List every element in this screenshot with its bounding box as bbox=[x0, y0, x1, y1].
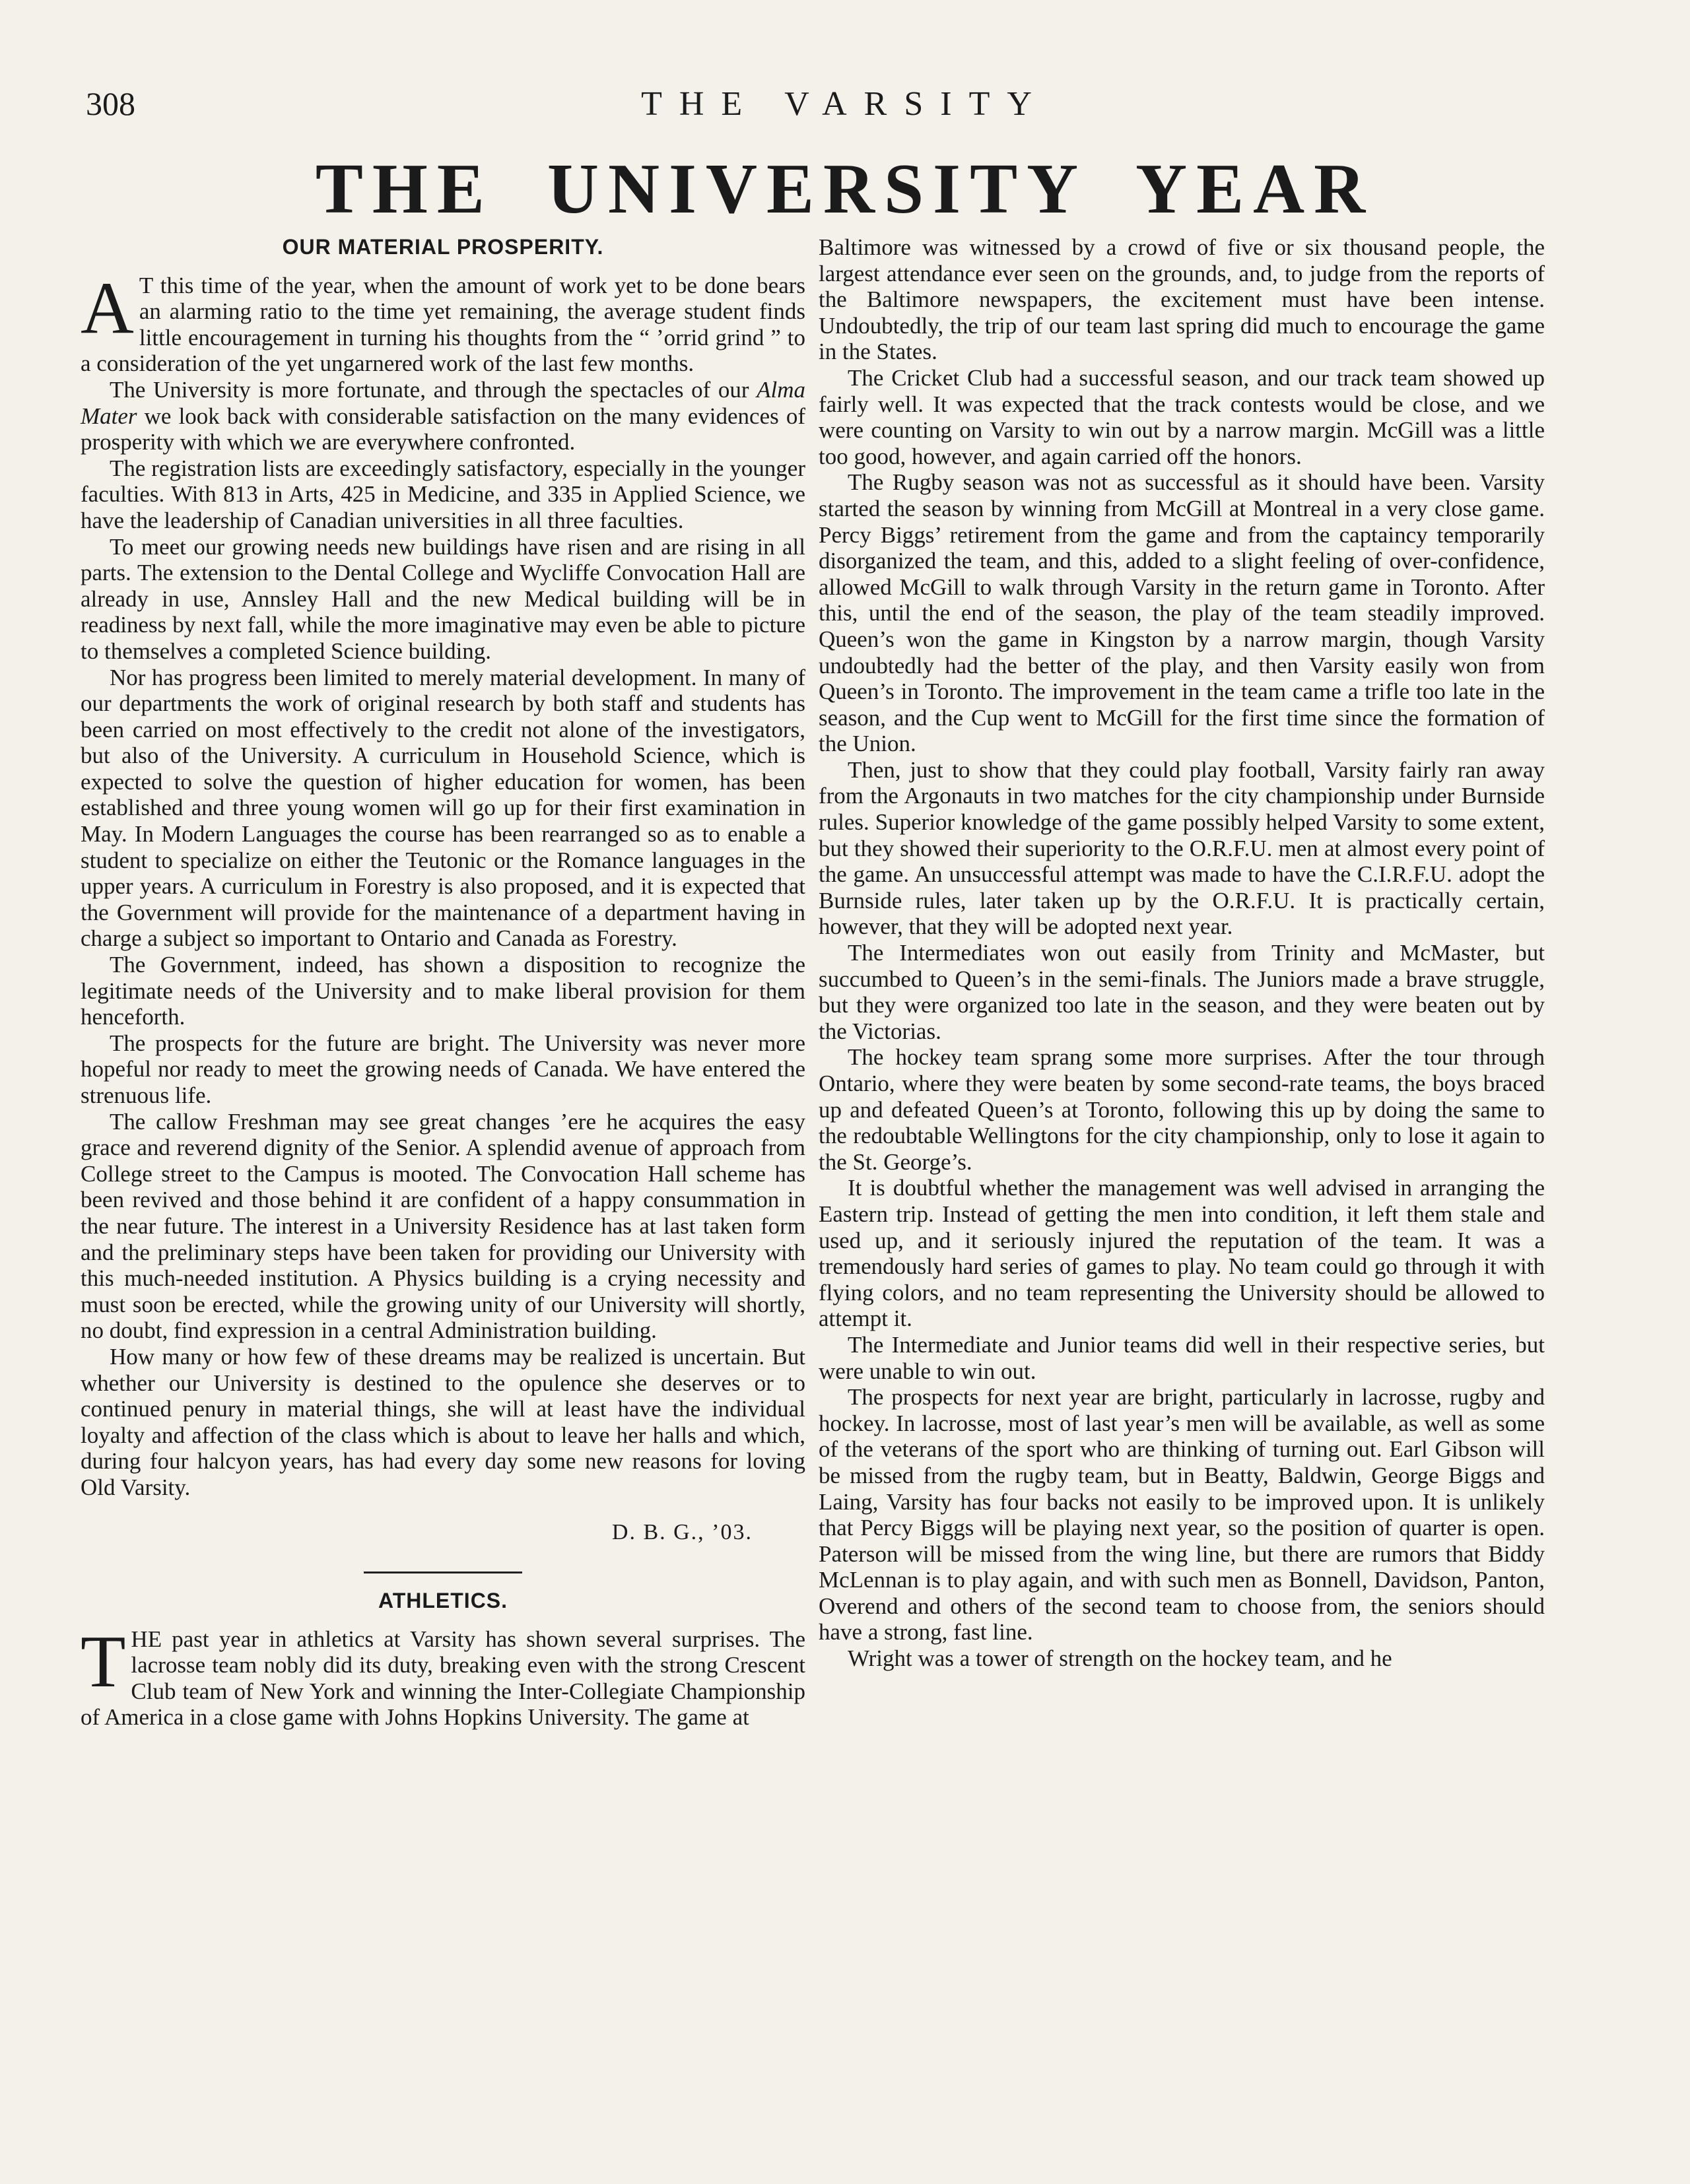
paragraph: The Government, indeed, has shown a disposition to recognize the legitimate needs of the University and to make liberal provision for them henceforth. bbox=[81, 952, 805, 1030]
paragraph: The Intermediates won out easily from Trinity and McMaster, but succumbed to Queen’s in the semi-finals. The Juniors made a brave struggle, but they were organized too late in the season, and they were beaten out by the Victorias. bbox=[819, 940, 1545, 1044]
paragraph: The hockey team sprang some more surprises. After the tour through Ontario, where they were beaten by some second-rate teams, the boys braced up and defeated Queen’s at Toronto, following this up by doing the same to the redoubtable Wellingtons for the city championship, only to lose it again to the St. George’s. bbox=[819, 1044, 1545, 1175]
paragraph: Baltimore was witnessed by a crowd of five or six thousand people, the largest attendance ever seen on the grounds, and, to judge from the reports of the Baltimore newspapers, the excitement must have been intense. Undoubtedly, the trip of our team last spring did much to encourage the game in the States. bbox=[819, 234, 1545, 365]
paragraph: Wright was a tower of strength on the hockey team, and he bbox=[848, 1645, 1392, 1672]
italic-text: Alma Mater bbox=[81, 376, 805, 429]
paragraph: Then, just to show that they could play football, Varsity fairly ran away from the Argonauts in two matches for the city championship under Burnside rules. Superior knowledge of the game possibly helped Varsity to some extent, but they showed their superiority to the O.R.F.U. men at almost every point of the game. An unsuccessful attempt was made to have the C.I.R.F.U. adopt the Burnside rules, later taken up by the O.R.F.U. It is practically certain, however, that they will be adopted next year. bbox=[819, 756, 1545, 940]
paragraph: The Cricket Club had a successful season, and our track team showed up fairly well. It was expected that the track contests would be close, and we were counting on Varsity to win out by a narrow margin. McGill was a little too good, however, and again carried off the honors. bbox=[819, 364, 1545, 469]
section-heading-prosperity: OUR MATERIAL PROSPERITY. bbox=[282, 235, 604, 259]
paragraph: The registration lists are exceedingly satisfactory, especially in the younger faculties. With 813 in Arts, 425 in Medicine, and 335 in Applied Science, we have the leadership of Canadian universities in all three faculties. bbox=[81, 455, 805, 533]
paragraph bbox=[81, 1620, 805, 1731]
paragraph-text: T this time of the year, when the amount of work yet to be done bears an alarming ratio to the time yet remaining, the average student finds little encouragement in turning his thoughts from the “ ’orrid grind ” to a consideration of the yet ungarnered work of the last few months. bbox=[81, 272, 805, 377]
paragraph bbox=[81, 377, 805, 455]
paragraph: To meet our growing needs new buildings have risen and are rising in all parts. The extension to the Dental College and Wycliffe Convocation Hall are already in use, Annsley Hall and the new Medical building will be in readiness by next fall, while the more imaginative may even be able to picture to themselves a completed Science building. bbox=[81, 533, 805, 664]
paragraph: The prospects for next year are bright, particularly in lacrosse, rugby and hockey. In lacrosse, most of last year’s men will be available, as well as some of the veterans of the sport who are thinking of turning out. Earl Gibson will be missed from the rugby team, but in Beatty, Baldwin, George Biggs and Laing, Varsity has four backs not easily to be improved upon. It is unlikely that Percy Biggs will be playing next year, so the position of quarter is open. Paterson will be missed from the wing line, but there are rumors that Biddy McLennan is to play again, and with such men as Bonnell, Davidson, Panton, Overend and others of the second team to choose from, the seniors should have a strong, fast line. bbox=[819, 1384, 1545, 1645]
signature: D. B. G., ’03. bbox=[611, 1519, 753, 1544]
page-number: 308 bbox=[86, 85, 135, 122]
running-head: THE VARSITY bbox=[641, 85, 1049, 123]
paragraph bbox=[81, 267, 805, 377]
paragraph: The callow Freshman may see great changes ’ere he acquires the easy grace and reverend dignity of the Senior. A splendid avenue of approach from College street to the Campus is mooted. The Convocation Hall scheme has been revived and those behind it are confident of a happy consummation in the near future. The interest in a University Residence has at last taken form and the preliminary steps have been taken for providing our University with this much-needed institution. A Physics building is a crying necessity and must soon be erected, while the growing unity of our University will shortly, no doubt, find expression in a central Administration building. bbox=[81, 1108, 805, 1344]
paragraph-text: we look back with considerable satisfaction on the many evidences of prosperity with which we are everywhere confronted. bbox=[81, 403, 805, 455]
paragraph: How many or how few of these dreams may be realized is uncertain. But whether our University is destined to the opulence she deserves or to continued penury in material things, she will at least have the individual loyalty and affection of the class which is about to leave her halls and which, during four halcyon years, has had every day some new reasons for loving Old Varsity. bbox=[81, 1343, 805, 1500]
paragraph: The Intermediate and Junior teams did well in their respective series, but were unable to win out. bbox=[819, 1331, 1545, 1384]
section-divider bbox=[364, 1572, 522, 1573]
section-heading-athletics: ATHLETICS. bbox=[378, 1589, 508, 1613]
page-header bbox=[86, 84, 1604, 137]
left-column bbox=[81, 234, 805, 1731]
paragraph: It is doubtful whether the management was well advised in arranging the Eastern trip. Instead of getting the men into condition, it left them stale and used up, and it seriously injured the reputation of the team. It was a tremendously hard series of games to play. No team could go through it with flying colors, and no team representing the University should be allowed to attempt it. bbox=[819, 1175, 1545, 1332]
right-column bbox=[819, 234, 1545, 1672]
paragraph-text: HE past year in athletics at Varsity has shown several surprises. The lacrosse team nobly did its duty, breaking even with the strong Crescent Club team of New York and winning the Inter-Collegiate Championship of America in a close game with Johns Hopkins University. The game at bbox=[81, 1626, 805, 1731]
paragraph-text: The University is more fortunate, and through the spectacles of our bbox=[110, 376, 757, 403]
paragraph: The prospects for the future are bright. The University was never more hopeful nor ready to meet the growing needs of Canada. We have entered the strenuous life. bbox=[81, 1030, 805, 1108]
article-title: THE UNIVERSITY YEAR bbox=[315, 150, 1375, 228]
dropcap: A bbox=[81, 267, 134, 349]
dropcap: T bbox=[81, 1620, 126, 1703]
paragraph: The Rugby season was not as successful as it should have been. Varsity started the season by winning from McGill at Montreal in a very close game. Percy Biggs’ retirement from the game and from the captaincy temporarily disorganized the team, and this, added to a slight feeling of over-confidence, allowed McGill to walk through Varsity in the return game in Toronto. After this, until the end of the season, the play of the team steadily improved. Queen’s won the game in Kingston by a narrow margin, though Varsity undoubtedly had the better of the play, and then Varsity easily won from Queen’s in Toronto. The improvement in the team came a trifle too late in the season, and the Cup went to McGill for the first time since the formation of the Union. bbox=[819, 469, 1545, 757]
paragraph: Nor has progress been limited to merely material development. In many of our departments the work of original research by both staff and students has been carried on most effectively to the credit not alone of the investigators, but also of the University. A curriculum in Household Science, which is expected to solve the question of higher education for women, has been established and three young women will go up for their first examination in May. In Modern Languages the course has been rearranged so as to enable a student to specialize on either the Teutonic or the Romance languages in the upper years. A curriculum in Forestry is also proposed, and it is expected that the Government will provide for the maintenance of a department having in charge a subject so important to Ontario and Canada as Forestry. bbox=[81, 664, 805, 952]
